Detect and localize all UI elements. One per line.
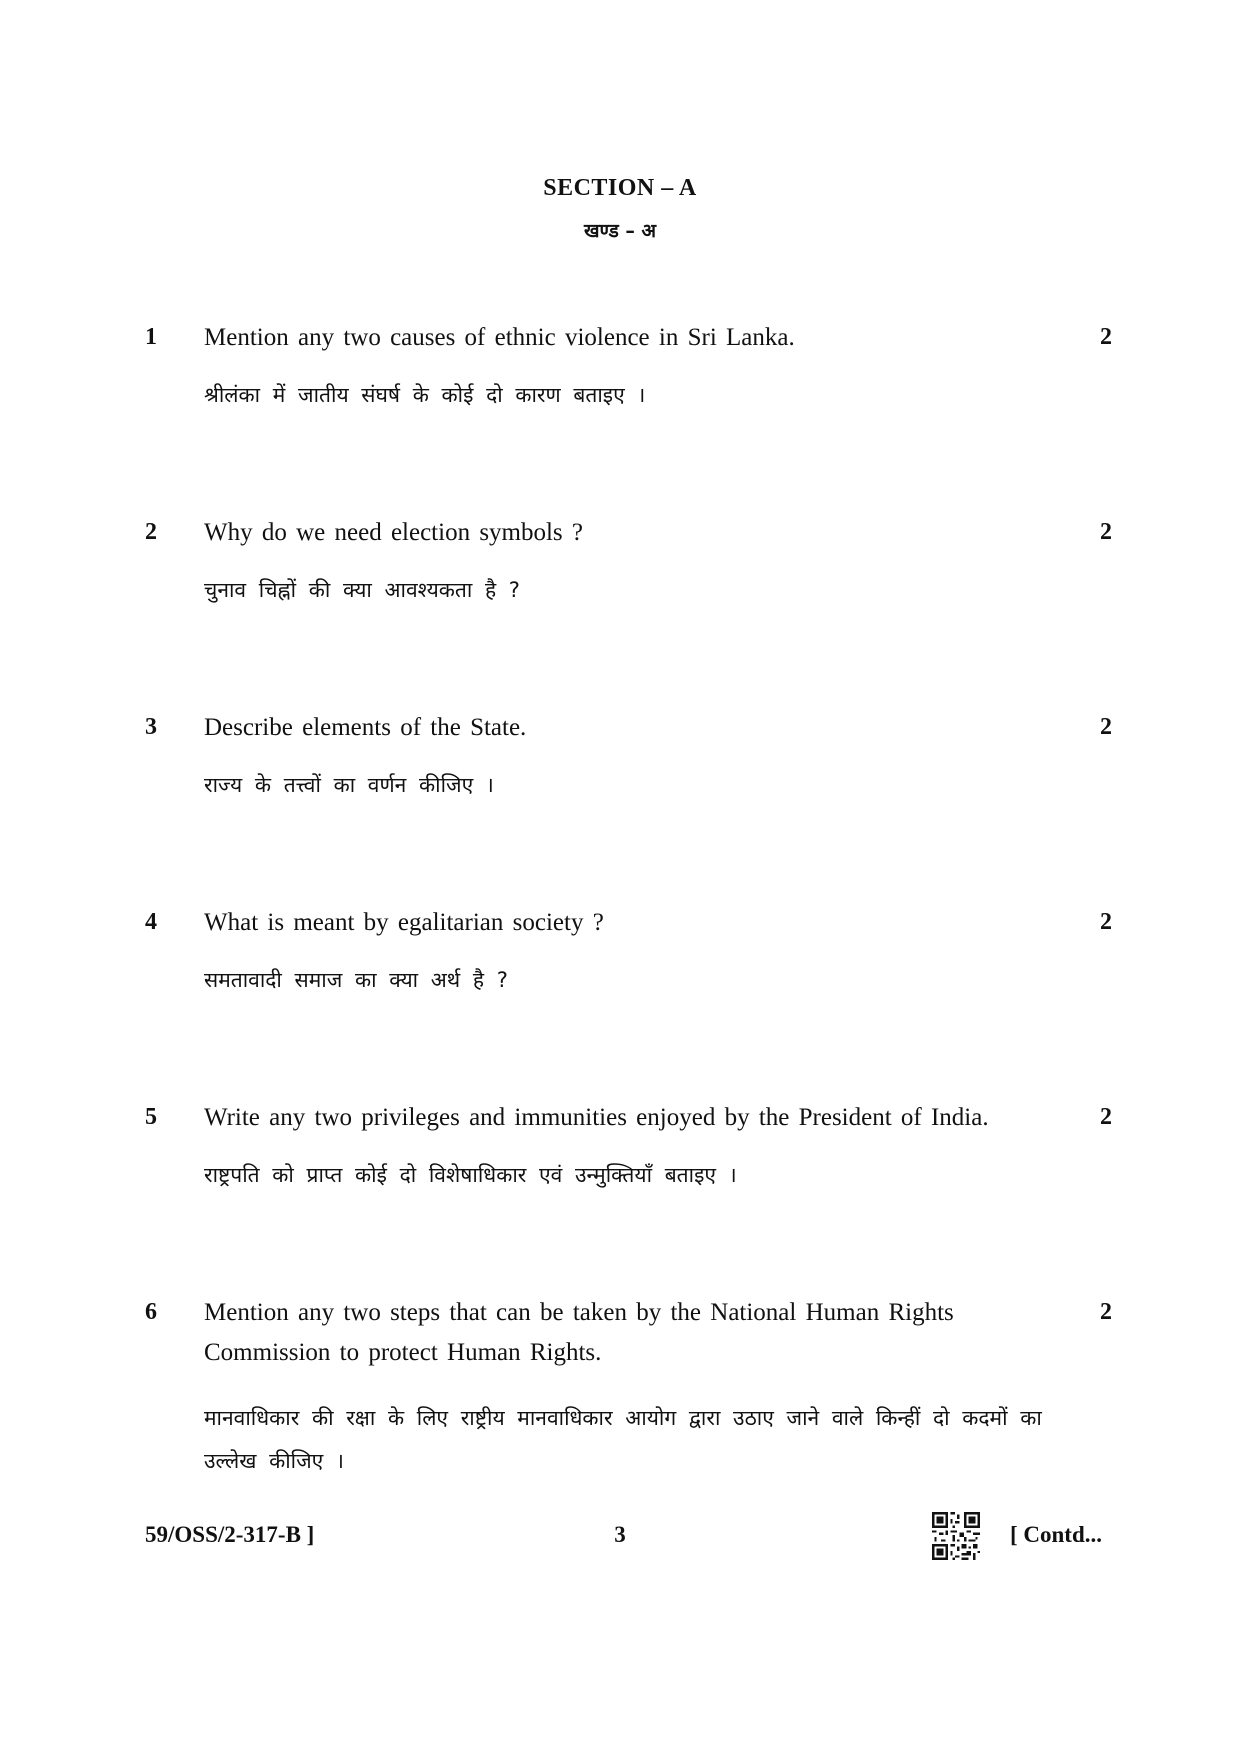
question-text-hindi: राज्य के तत्त्वों का वर्णन कीजिए ।: [204, 773, 494, 797]
question-text-english: What is meant by egalitarian society ?: [204, 909, 604, 936]
question-marks: 2: [1100, 324, 1112, 350]
question-text-english: Why do we need election symbols ?: [204, 519, 584, 546]
question-marks: 2: [1100, 519, 1112, 545]
question-number: 3: [145, 714, 157, 740]
question-number: 6: [145, 1299, 157, 1325]
paper-code: 59/OSS/2-317-B ]: [145, 1522, 315, 1547]
question-text-hindi: मानवाधिकार की रक्षा के लिए राष्ट्रीय मानवाधिकार आयोग द्वारा उठाए जाने वाले किन्हीं दो कदमों का उल्लेख कीजिए ।: [204, 1406, 1042, 1473]
question-marks: 2: [1100, 1299, 1112, 1325]
section-title-hindi: खण्ड – अ: [584, 220, 656, 242]
question-number: 1: [145, 324, 157, 350]
question-number: 2: [145, 519, 157, 545]
continued-label: [ Contd...: [1010, 1522, 1103, 1547]
question-text-hindi: राष्ट्रपति को प्राप्त कोई दो विशेषाधिकार एवं उन्मुक्तियाँ बताइए ।: [204, 1163, 737, 1187]
question-text-english: Mention any two causes of ethnic violence in Sri Lanka.: [204, 324, 795, 351]
question-number: 5: [145, 1104, 157, 1130]
question-text-hindi: श्रीलंका में जातीय संघर्ष के कोई दो कारण बताइए ।: [204, 383, 646, 407]
question-marks: 2: [1100, 909, 1112, 935]
qr-code-icon: [932, 1512, 980, 1560]
question-text-english: Write any two privileges and immunities enjoyed by the President of India.: [204, 1104, 989, 1131]
question-marks: 2: [1100, 714, 1112, 740]
page-number: 3: [614, 1522, 626, 1547]
question-text-english: Mention any two steps that can be taken by the National Human Rights Commission to protect Human Rights.: [204, 1299, 954, 1366]
question-text-hindi: चुनाव चिह्नों की क्या आवश्यकता है ?: [204, 578, 520, 602]
section-title: SECTION – A: [543, 175, 697, 201]
question-text-hindi: समतावादी समाज का क्या अर्थ है ?: [204, 968, 508, 992]
question-marks: 2: [1100, 1104, 1112, 1130]
question-number: 4: [145, 909, 157, 935]
question-text-english: Describe elements of the State.: [204, 714, 527, 741]
